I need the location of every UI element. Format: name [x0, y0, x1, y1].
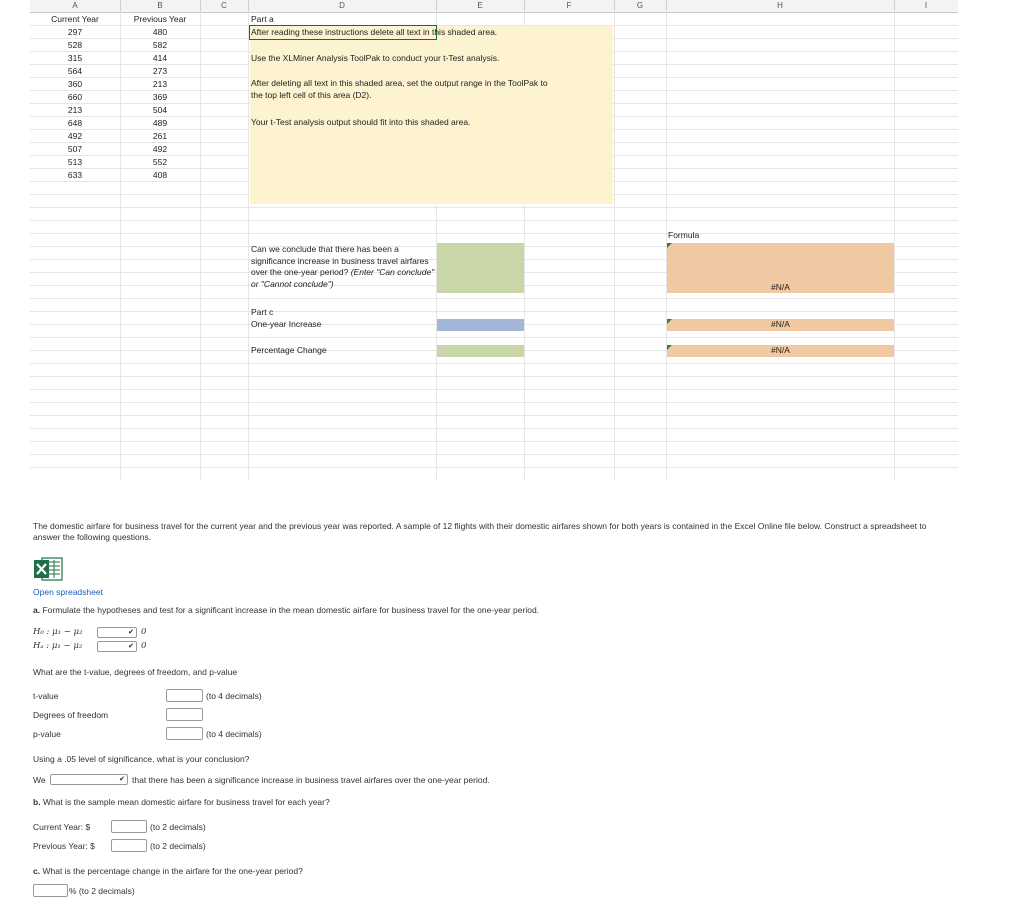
conclusion-tail: that there has been a significance increase in business travel airfares over the one-year period. — [132, 775, 490, 785]
col-header-g[interactable]: G — [614, 0, 667, 12]
part-c-text: What is the percentage change in the airfare for the one-year period? — [42, 866, 303, 876]
previous-year-precision: (to 2 decimals) — [150, 841, 206, 851]
formula-value-2: #N/A — [771, 319, 790, 329]
previous-year-cell[interactable]: 414 — [152, 53, 168, 63]
h0-operator-select[interactable] — [97, 627, 137, 638]
header-previous-year: Previous Year — [133, 14, 187, 24]
previous-year-cell[interactable]: 492 — [152, 144, 168, 154]
problem-intro: The domestic airfare for business travel for the current year and the previous year was reported. A sample of 12 flights with their domestic airfares shown for both years is contained in the Excel Online file below. Construct a spreadsheet to answer the following questions. — [33, 521, 927, 542]
conclusion-question — [251, 244, 436, 290]
chevron-down-icon: ✔ — [119, 776, 125, 783]
conclusion-question-text: Can we conclude that there has been a significance increase in business travel airfares over the one-year period? — [251, 244, 429, 277]
col-header-i[interactable]: I — [924, 1, 928, 10]
header-current-year: Current Year — [51, 14, 99, 24]
p-value-precision: (to 4 decimals) — [206, 729, 262, 739]
one-year-increase-cell[interactable] — [437, 319, 524, 331]
column-header-row — [30, 0, 958, 13]
conclusion-select[interactable] — [50, 774, 128, 785]
h0-zero: 0 — [141, 627, 147, 637]
instruction-toolpak: Use the XLMiner Analysis ToolPak to conduct your t-Test analysis. — [251, 53, 500, 63]
p-value-input[interactable] — [166, 727, 203, 740]
previous-year-cell[interactable]: 213 — [152, 79, 168, 89]
h0-label: H₀ : μ₁ − μ₂ — [33, 627, 83, 637]
ha-operator-select[interactable] — [97, 641, 137, 652]
previous-year-cell[interactable]: 408 — [152, 170, 168, 180]
open-spreadsheet-link[interactable]: Open spreadsheet — [33, 587, 103, 597]
instruction-output-range: After deleting all text in this shaded area, set the output range in the ToolPak to the top left cell of this area (D2). — [251, 78, 548, 100]
previous-year-label: Previous Year: $ — [33, 841, 95, 851]
df-label: Degrees of freedom — [33, 710, 109, 720]
part-b-text: What is the sample mean domestic airfare for business travel for each year? — [42, 797, 330, 807]
percentage-change-input[interactable] — [33, 884, 68, 897]
current-year-cell[interactable]: 513 — [67, 157, 83, 167]
stats-question: What are the t-value, degrees of freedom, and p-value — [33, 667, 238, 677]
excel-file-icon[interactable] — [33, 557, 63, 581]
chevron-down-icon: ✔ — [128, 629, 134, 636]
current-year-cell[interactable]: 360 — [67, 79, 83, 89]
current-year-mean-input[interactable] — [111, 820, 147, 833]
t-value-precision: (to 4 decimals) — [206, 691, 262, 701]
previous-year-cell[interactable]: 504 — [152, 105, 168, 115]
current-year-cell[interactable]: 648 — [67, 118, 83, 128]
p-value-label: p-value — [33, 729, 61, 739]
part-a-question — [33, 605, 539, 615]
conclusion-answer-cell[interactable] — [437, 243, 524, 293]
percentage-change-label: Percentage Change — [251, 345, 327, 355]
col-header-a[interactable]: A — [30, 0, 121, 12]
previous-year-mean-input[interactable] — [111, 839, 147, 852]
part-b-prefix: b. — [33, 797, 41, 807]
cell-flag-icon — [667, 243, 672, 248]
current-year-cell[interactable]: 492 — [67, 131, 83, 141]
part-a-label: Part a — [251, 14, 274, 24]
part-a-text: Formulate the hypotheses and test for a significant increase in the mean domestic airfare for business travel for the one-year period. — [42, 605, 540, 615]
current-year-cell[interactable]: 564 — [67, 66, 83, 76]
part-c-label: Part c — [251, 307, 274, 317]
previous-year-cell[interactable]: 582 — [152, 40, 168, 50]
previous-year-cell[interactable]: 480 — [152, 27, 168, 37]
t-value-input[interactable] — [166, 689, 203, 702]
part-a-prefix: a. — [33, 605, 41, 615]
current-year-cell[interactable]: 633 — [67, 170, 83, 180]
chevron-down-icon: ✔ — [128, 643, 134, 650]
previous-year-cell[interactable]: 489 — [152, 118, 168, 128]
percentage-change-cell[interactable] — [437, 345, 524, 357]
current-year-cell[interactable]: 660 — [67, 92, 83, 102]
we-label: We — [33, 775, 46, 785]
df-input[interactable] — [166, 708, 203, 721]
col-header-f[interactable]: F — [524, 0, 615, 12]
part-b-question — [33, 797, 330, 807]
previous-year-cell[interactable]: 552 — [152, 157, 168, 167]
previous-year-cell[interactable]: 273 — [152, 66, 168, 76]
current-year-cell[interactable]: 297 — [67, 27, 83, 37]
ha-zero: 0 — [141, 641, 147, 651]
part-c-prefix: c. — [33, 866, 41, 876]
current-year-precision: (to 2 decimals) — [150, 822, 206, 832]
col-header-d[interactable]: D — [248, 0, 437, 12]
formula-label: Formula — [668, 230, 700, 240]
one-year-increase-label: One-year Increase — [251, 319, 322, 329]
current-year-cell[interactable]: 213 — [67, 105, 83, 115]
instruction-delete: After reading these instructions delete all text in this shaded area. — [251, 27, 498, 37]
percentage-suffix: % (to 2 decimals) — [69, 886, 135, 896]
conclusion-hint: (Enter "Can conclude" or "Cannot conclude") — [251, 267, 435, 289]
previous-year-cell[interactable]: 261 — [152, 131, 168, 141]
part-c-question — [33, 866, 303, 876]
spreadsheet-grid — [30, 0, 958, 480]
ha-label: Hₐ : μ₁ − μ₂ — [33, 641, 83, 651]
conclusion-question-text: Using a .05 level of significance, what is your conclusion? — [33, 754, 250, 764]
previous-year-cell[interactable]: 369 — [152, 92, 168, 102]
col-header-e[interactable]: E — [436, 0, 525, 12]
col-header-b[interactable]: B — [120, 0, 201, 12]
current-year-cell[interactable]: 528 — [67, 40, 83, 50]
col-header-h[interactable]: H — [666, 0, 895, 12]
t-value-label: t-value — [33, 691, 59, 701]
current-year-cell[interactable]: 315 — [67, 53, 83, 63]
formula-value-1: #N/A — [771, 282, 790, 292]
current-year-label: Current Year: $ — [33, 822, 91, 832]
instruction-fit: Your t-Test analysis output should fit into this shaded area. — [251, 117, 471, 127]
col-header-c[interactable]: C — [200, 0, 249, 12]
current-year-cell[interactable]: 507 — [67, 144, 83, 154]
formula-value-3: #N/A — [771, 345, 790, 355]
